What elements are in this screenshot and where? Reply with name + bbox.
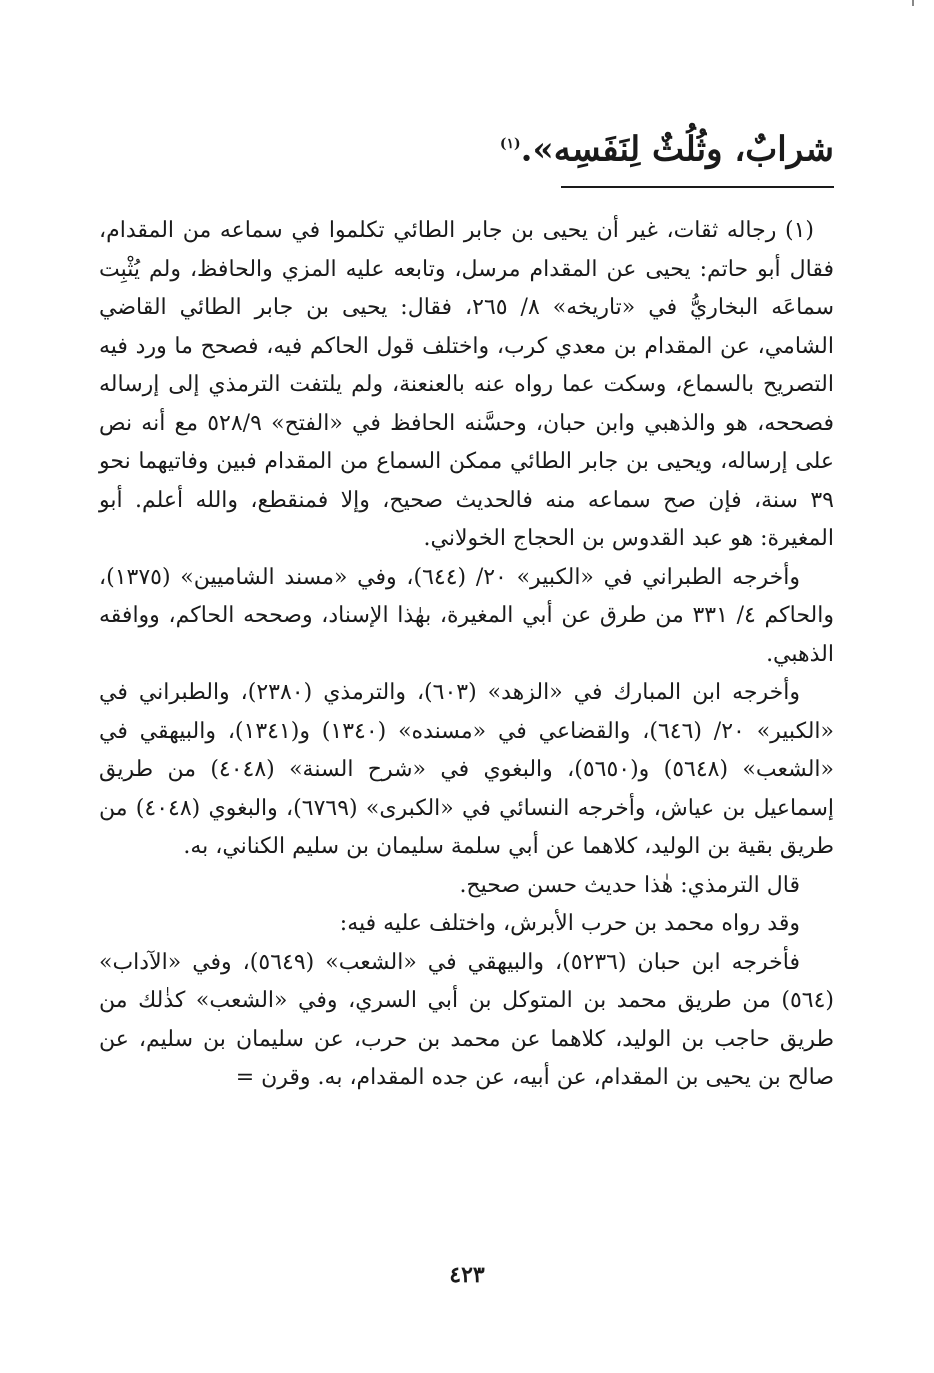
footnote-paragraph: وأخرجه الطبراني في «الكبير» ٢٠/ (٦٤٤)، وفي «مسند الشاميين» (١٣٧٥)، والحاكم ٤/ ٣٣١ من طرق عن أبي المغيرة، بهٰذا الإسناد، وصححه الحاكم، ووافقه الذهبي. <box>99 564 834 667</box>
main-text: شرابٌ، وثُلُثٌ لِنَفَسِه». <box>520 129 834 170</box>
scan-mark <box>912 0 914 6</box>
footnote-paragraph: وأخرجه ابن المبارك في «الزهد» (٦٠٣)، والترمذي (٢٣٨٠)، والطبراني في «الكبير» ٢٠/ (٦٤٦)، والقضاعي في «مسنده» (١٣٤٠) و(١٣٤١)، والبيهقي في «الشعب» (٥٦٤٨) و(٥٦٥٠)، والبغوي في «شرح السنة» (٤٠٤٨) من طريق إسماعيل بن عياش، وأخرجه النسائي في «الكبرى» (٦٧٦٩)، والبغوي (٤٠٤٨) من طريق بقية بن الوليد، كلاهما عن أبي سلمة سليمان بن سليم الكناني، به. <box>99 680 835 859</box>
page-number: ٤٢٣ <box>449 1262 485 1288</box>
footnote-paragraph: فأخرجه ابن حبان (٥٢٣٦)، والبيهقي في «الشعب» (٥٦٤٩)، وفي «الآداب» (٥٦٤) من طريق محمد بن المتوكل بن أبي السري، وفي «الشعب» كذٰلك من طريق حاجب بن الوليد، كلاهما عن محمد بن حرب، عن سليمان بن سليم، عن صالح بن يحيى بن المقدام، عن أبيه، عن جده المقدام، به. وقرن = <box>99 949 834 1090</box>
footnote-marker: (١) <box>499 136 521 152</box>
footnote-separator <box>561 186 834 188</box>
footnotes-block <box>99 212 834 1098</box>
footnote-paragraph: (١) رجاله ثقات، غير أن يحيى بن جابر الطائي تكلموا في سماعه من المقدام، فقال أبو حاتم: يحيى عن المقدام مرسل، وتابعه عليه المزي والحافظ، ولم يُثْبِت سماعَه البخاريُّ في «تاريخه» ٨/ ٢٦٥، فقال: يحيى بن جابر الطائي القاضي الشامي، عن المقدام بن معدي كرب، واختلف قول الحاكم فيه، فصحح ما ورد فيه التصريح بالسماع، وسكت عما رواه عنه بالعنعنة، ولم يلتفت الترمذي إلى إرساله فصححه، هو والذهبي وابن حبان، وحسَّنه الحافظ في «الفتح» ٥٢٨/٩ مع أنه نص على إرساله، ويحيى بن جابر الطائي ممكن السماع من المقدام فبين وفاتيهما نحو ٣٩ سنة، فإن صح سماعه منه فالحديث صحيح، وإلا فمنقطع، والله أعلم. أبو المغيرة: هو عبد القدوس بن الحجاج الخولاني. <box>99 218 835 551</box>
main-text-line <box>420 118 834 175</box>
footnote-paragraph: وقد رواه محمد بن حرب الأبرش، واختلف عليه فيه: <box>339 911 800 936</box>
footnote-paragraph: قال الترمذي: هٰذا حديث حسن صحيح. <box>459 872 800 898</box>
